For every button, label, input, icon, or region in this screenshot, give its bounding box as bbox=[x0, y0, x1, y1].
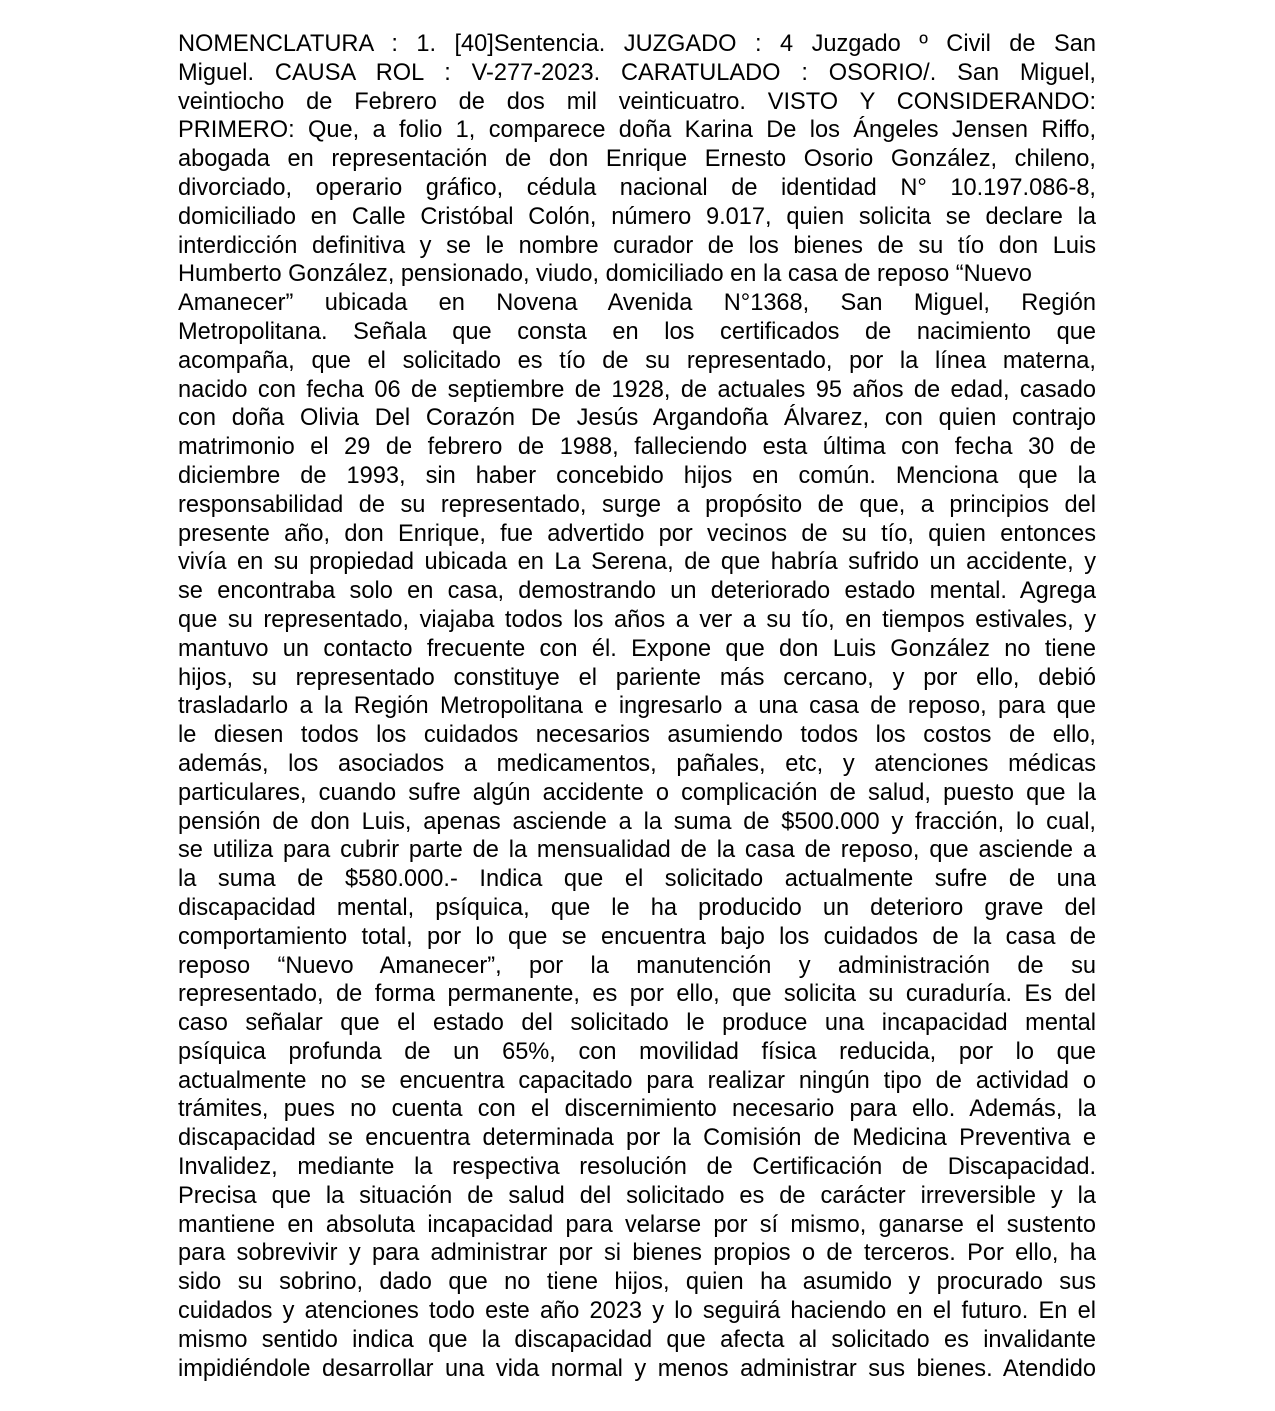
text-line: Precisa que la situación de salud del solicitado es de carácter irreversible y la bbox=[178, 1182, 1096, 1209]
text-line: cuidados y atenciones todo este año 2023 y lo seguirá haciendo en el futuro. En el bbox=[178, 1298, 1096, 1325]
text-line: trámites, pues no cuenta con el discernimiento necesario para ello. Además, la bbox=[178, 1096, 1096, 1123]
text-line: NOMENCLATURA : 1. [40]Sentencia. JUZGADO : 4 Juzgado º Civil de San bbox=[178, 31, 1096, 57]
text-line: responsabilidad de su representado, surge a propósito de que, a principios del bbox=[178, 491, 1096, 518]
text-line: pensión de don Luis, apenas asciende a la suma de $500.000 y fracción, lo cual, bbox=[178, 808, 1096, 835]
text-line: mismo sentido indica que la discapacidad que afecta al solicitado es invalidante bbox=[178, 1326, 1096, 1353]
text-line: veintiocho de Febrero de dos mil veinticuatro. VISTO Y CONSIDERANDO: bbox=[178, 88, 1096, 115]
text-line: domiciliado en Calle Cristóbal Colón, número 9.017, quien solicita se declare la bbox=[178, 203, 1096, 230]
text-line: Miguel. CAUSA ROL : V-277-2023. CARATULADO : OSORIO/. San Miguel, bbox=[178, 59, 1096, 86]
text-line: psíquica profunda de un 65%, con movilidad física reducida, por lo que bbox=[178, 1038, 1096, 1065]
text-line: discapacidad mental, psíquica, que le ha producido un deterioro grave del bbox=[178, 894, 1096, 921]
text-line: acompaña, que el solicitado es tío de su representado, por la línea materna, bbox=[178, 347, 1096, 374]
text-line: interdicción definitiva y se le nombre curador de los bienes de su tío don Luis bbox=[178, 232, 1096, 259]
text-line: hijos, su representado constituye el pariente más cercano, y por ello, debió bbox=[178, 664, 1096, 691]
text-line: para sobrevivir y para administrar por si bienes propios o de terceros. Por ello, ha bbox=[178, 1240, 1096, 1267]
text-line: Amanecer” ubicada en Novena Avenida N°1368, San Miguel, Región bbox=[178, 290, 1096, 317]
text-line: discapacidad se encuentra determinada por la Comisión de Medicina Preventiva e bbox=[178, 1125, 1096, 1152]
text-line: le diesen todos los cuidados necesarios asumiendo todos los costos de ello, bbox=[178, 722, 1096, 749]
text-line: Invalidez, mediante la respectiva resolución de Certificación de Discapacidad. bbox=[178, 1154, 1096, 1181]
text-line: nacido con fecha 06 de septiembre de 1928, de actuales 95 años de edad, casado bbox=[178, 376, 1096, 403]
text-line: se utiliza para cubrir parte de la mensualidad de la casa de reposo, que asciende a bbox=[178, 837, 1096, 864]
text-line: además, los asociados a medicamentos, pañales, etc, y atenciones médicas bbox=[178, 750, 1096, 777]
text-line: con doña Olivia Del Corazón De Jesús Argandoña Álvarez, con quien contrajo bbox=[178, 405, 1096, 432]
text-line: reposo “Nuevo Amanecer”, por la manutención y administración de su bbox=[178, 952, 1096, 979]
text-line: particulares, cuando sufre algún accidente o complicación de salud, puesto que la bbox=[178, 779, 1096, 806]
text-line: divorciado, operario gráfico, cédula nacional de identidad N° 10.197.086-8, bbox=[178, 174, 1096, 201]
text-line: sido su sobrino, dado que no tiene hijos, quien ha asumido y procurado sus bbox=[178, 1269, 1096, 1296]
text-line: diciembre de 1993, sin haber concebido hijos en común. Menciona que la bbox=[178, 462, 1096, 489]
text-line: representado, de forma permanente, es por ello, que solicita su curaduría. Es del bbox=[178, 981, 1096, 1008]
text-line: mantiene en absoluta incapacidad para velarse por sí mismo, ganarse el sustento bbox=[178, 1211, 1096, 1238]
text-line: Metropolitana. Señala que consta en los certificados de nacimiento que bbox=[178, 318, 1096, 345]
text-line: trasladarlo a la Región Metropolitana e ingresarlo a una casa de reposo, para que bbox=[178, 693, 1096, 720]
text-line: mantuvo un contacto frecuente con él. Expone que don Luis González no tiene bbox=[178, 635, 1096, 662]
text-line: la suma de $580.000.- Indica que el solicitado actualmente sufre de una bbox=[178, 866, 1096, 893]
text-line: se encontraba solo en casa, demostrando un deteriorado estado mental. Agrega bbox=[178, 578, 1096, 605]
text-line: Humberto González, pensionado, viudo, domiciliado en la casa de reposo “Nuevo bbox=[178, 261, 1032, 288]
text-line: presente año, don Enrique, fue advertido por vecinos de su tío, quien entonces bbox=[178, 520, 1096, 547]
text-line: abogada en representación de don Enrique Ernesto Osorio González, chileno, bbox=[178, 146, 1096, 173]
text-line: comportamiento total, por lo que se encuentra bajo los cuidados de la casa de bbox=[178, 923, 1096, 950]
text-line: matrimonio el 29 de febrero de 1988, falleciendo esta última con fecha 30 de bbox=[178, 434, 1096, 461]
text-line: PRIMERO: Que, a folio 1, comparece doña Karina De los Ángeles Jensen Riffo, bbox=[178, 117, 1096, 144]
text-line: vivía en su propiedad ubicada en La Serena, de que habría sufrido un accidente, y bbox=[178, 549, 1096, 576]
text-line: que su representado, viajaba todos los años a ver a su tío, en tiempos estivales, y bbox=[178, 606, 1096, 633]
text-line: actualmente no se encuentra capacitado para realizar ningún tipo de actividad o bbox=[178, 1067, 1096, 1094]
text-line: impidiéndole desarrollar una vida normal y menos administrar sus bienes. Atendido bbox=[178, 1355, 1096, 1382]
document-body bbox=[178, 30, 1096, 1383]
text-line: caso señalar que el estado del solicitado le produce una incapacidad mental bbox=[178, 1010, 1096, 1037]
